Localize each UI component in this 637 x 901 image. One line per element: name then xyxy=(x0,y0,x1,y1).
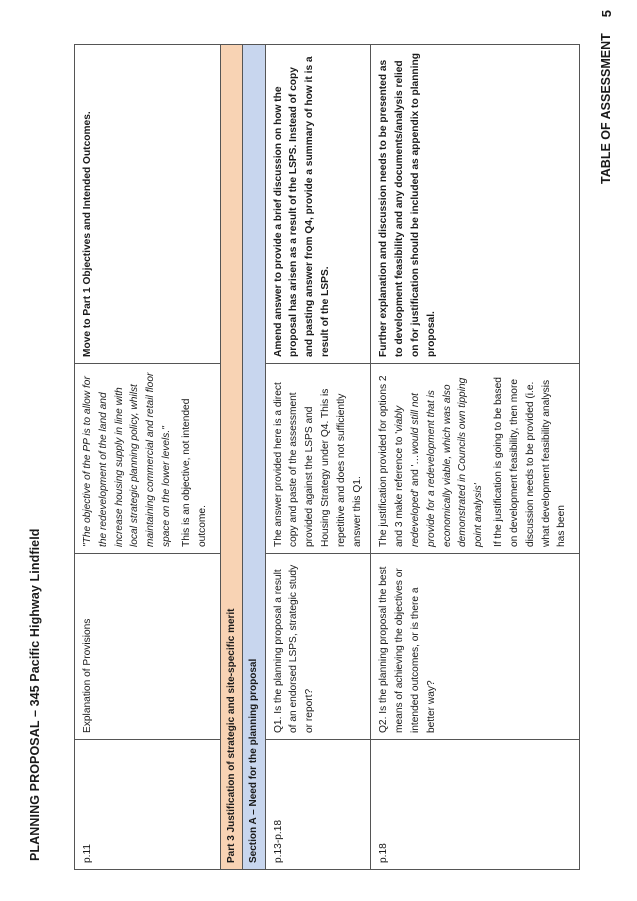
part3-heading: Part 3 Justification of strategic and site-specific merit xyxy=(220,45,243,870)
response-quote: …would still not provide for a redevelopment that is economically viable, which was also demonstrated in Councils own tipping point analysis' xyxy=(410,377,485,547)
page-ref-cell: p.13-p.18 xyxy=(265,740,371,870)
response-note: This is an objective, not intended outcome. xyxy=(180,398,208,547)
document-title: PLANNING PROPOSAL – 345 Pacific Highway Lindfield xyxy=(28,528,42,861)
response-cell xyxy=(75,364,221,554)
page-number: 5 xyxy=(598,10,614,18)
sectionA-band-row xyxy=(243,45,266,870)
section-title: TABLE OF ASSESSMENT xyxy=(599,33,613,184)
header-right xyxy=(595,10,617,210)
action-cell: Move to Part 1 Objectives and Intended Outcomes. xyxy=(75,45,221,364)
assessment-table-rotated xyxy=(74,44,574,870)
response-text: ' and ' xyxy=(410,464,421,491)
response-quote: viably redeveloped xyxy=(394,405,421,547)
response-paragraph-2: If the justification is going to be based on development feasibility, then more discussion needs to be provided (i.e. what development feasibility analysis has been xyxy=(493,377,568,547)
page-ref-cell: p.11 xyxy=(75,740,221,870)
topic-cell: Q1. Is the planning proposal a result of an endorsed LSPS, strategic study or report? xyxy=(265,554,371,740)
response-text: The justification provided for options 2 and 3 make reference to ' xyxy=(378,375,406,547)
part3-band-row xyxy=(220,45,243,870)
table-row xyxy=(371,45,580,870)
response-quote: "The objective of the PP is to allow for the redevelopment of the land and increase housing supply in line with local strategic planning policy, whilst maintaining commercial and retail floor space on the lower levels." xyxy=(82,372,173,547)
action-cell: Amend answer to provide a brief discussion on how the proposal has arisen as a result of the LSPS. Instead of copy and pasting answer from Q4, provide a summary of how it is a result of the LSPS. xyxy=(265,45,371,364)
page-ref-cell: p.18 xyxy=(371,740,580,870)
table-row xyxy=(265,45,371,870)
response-cell: The answer provided here is a direct copy and paste of the assessment provided against the LSPS and Housing Strategy under Q4. This is repetitive and does not sufficiently answer this Q1. xyxy=(265,364,371,554)
action-cell: Further explanation and discussion needs to be presented as to development feasibility and any documents/analysis relied on for justification should be included as appendix to planning proposal. xyxy=(371,45,580,364)
sectionA-heading: Section A – Need for the planning proposal xyxy=(243,45,266,870)
assessment-table xyxy=(74,44,580,870)
table-row xyxy=(75,45,221,870)
response-paragraph-1 xyxy=(376,370,487,547)
topic-cell: Explanation of Provisions xyxy=(75,554,221,740)
topic-cell: Q2. Is the planning proposal the best means of achieving the objectives or intended outcomes, or is there a better way? xyxy=(371,554,580,740)
response-cell xyxy=(371,364,580,554)
